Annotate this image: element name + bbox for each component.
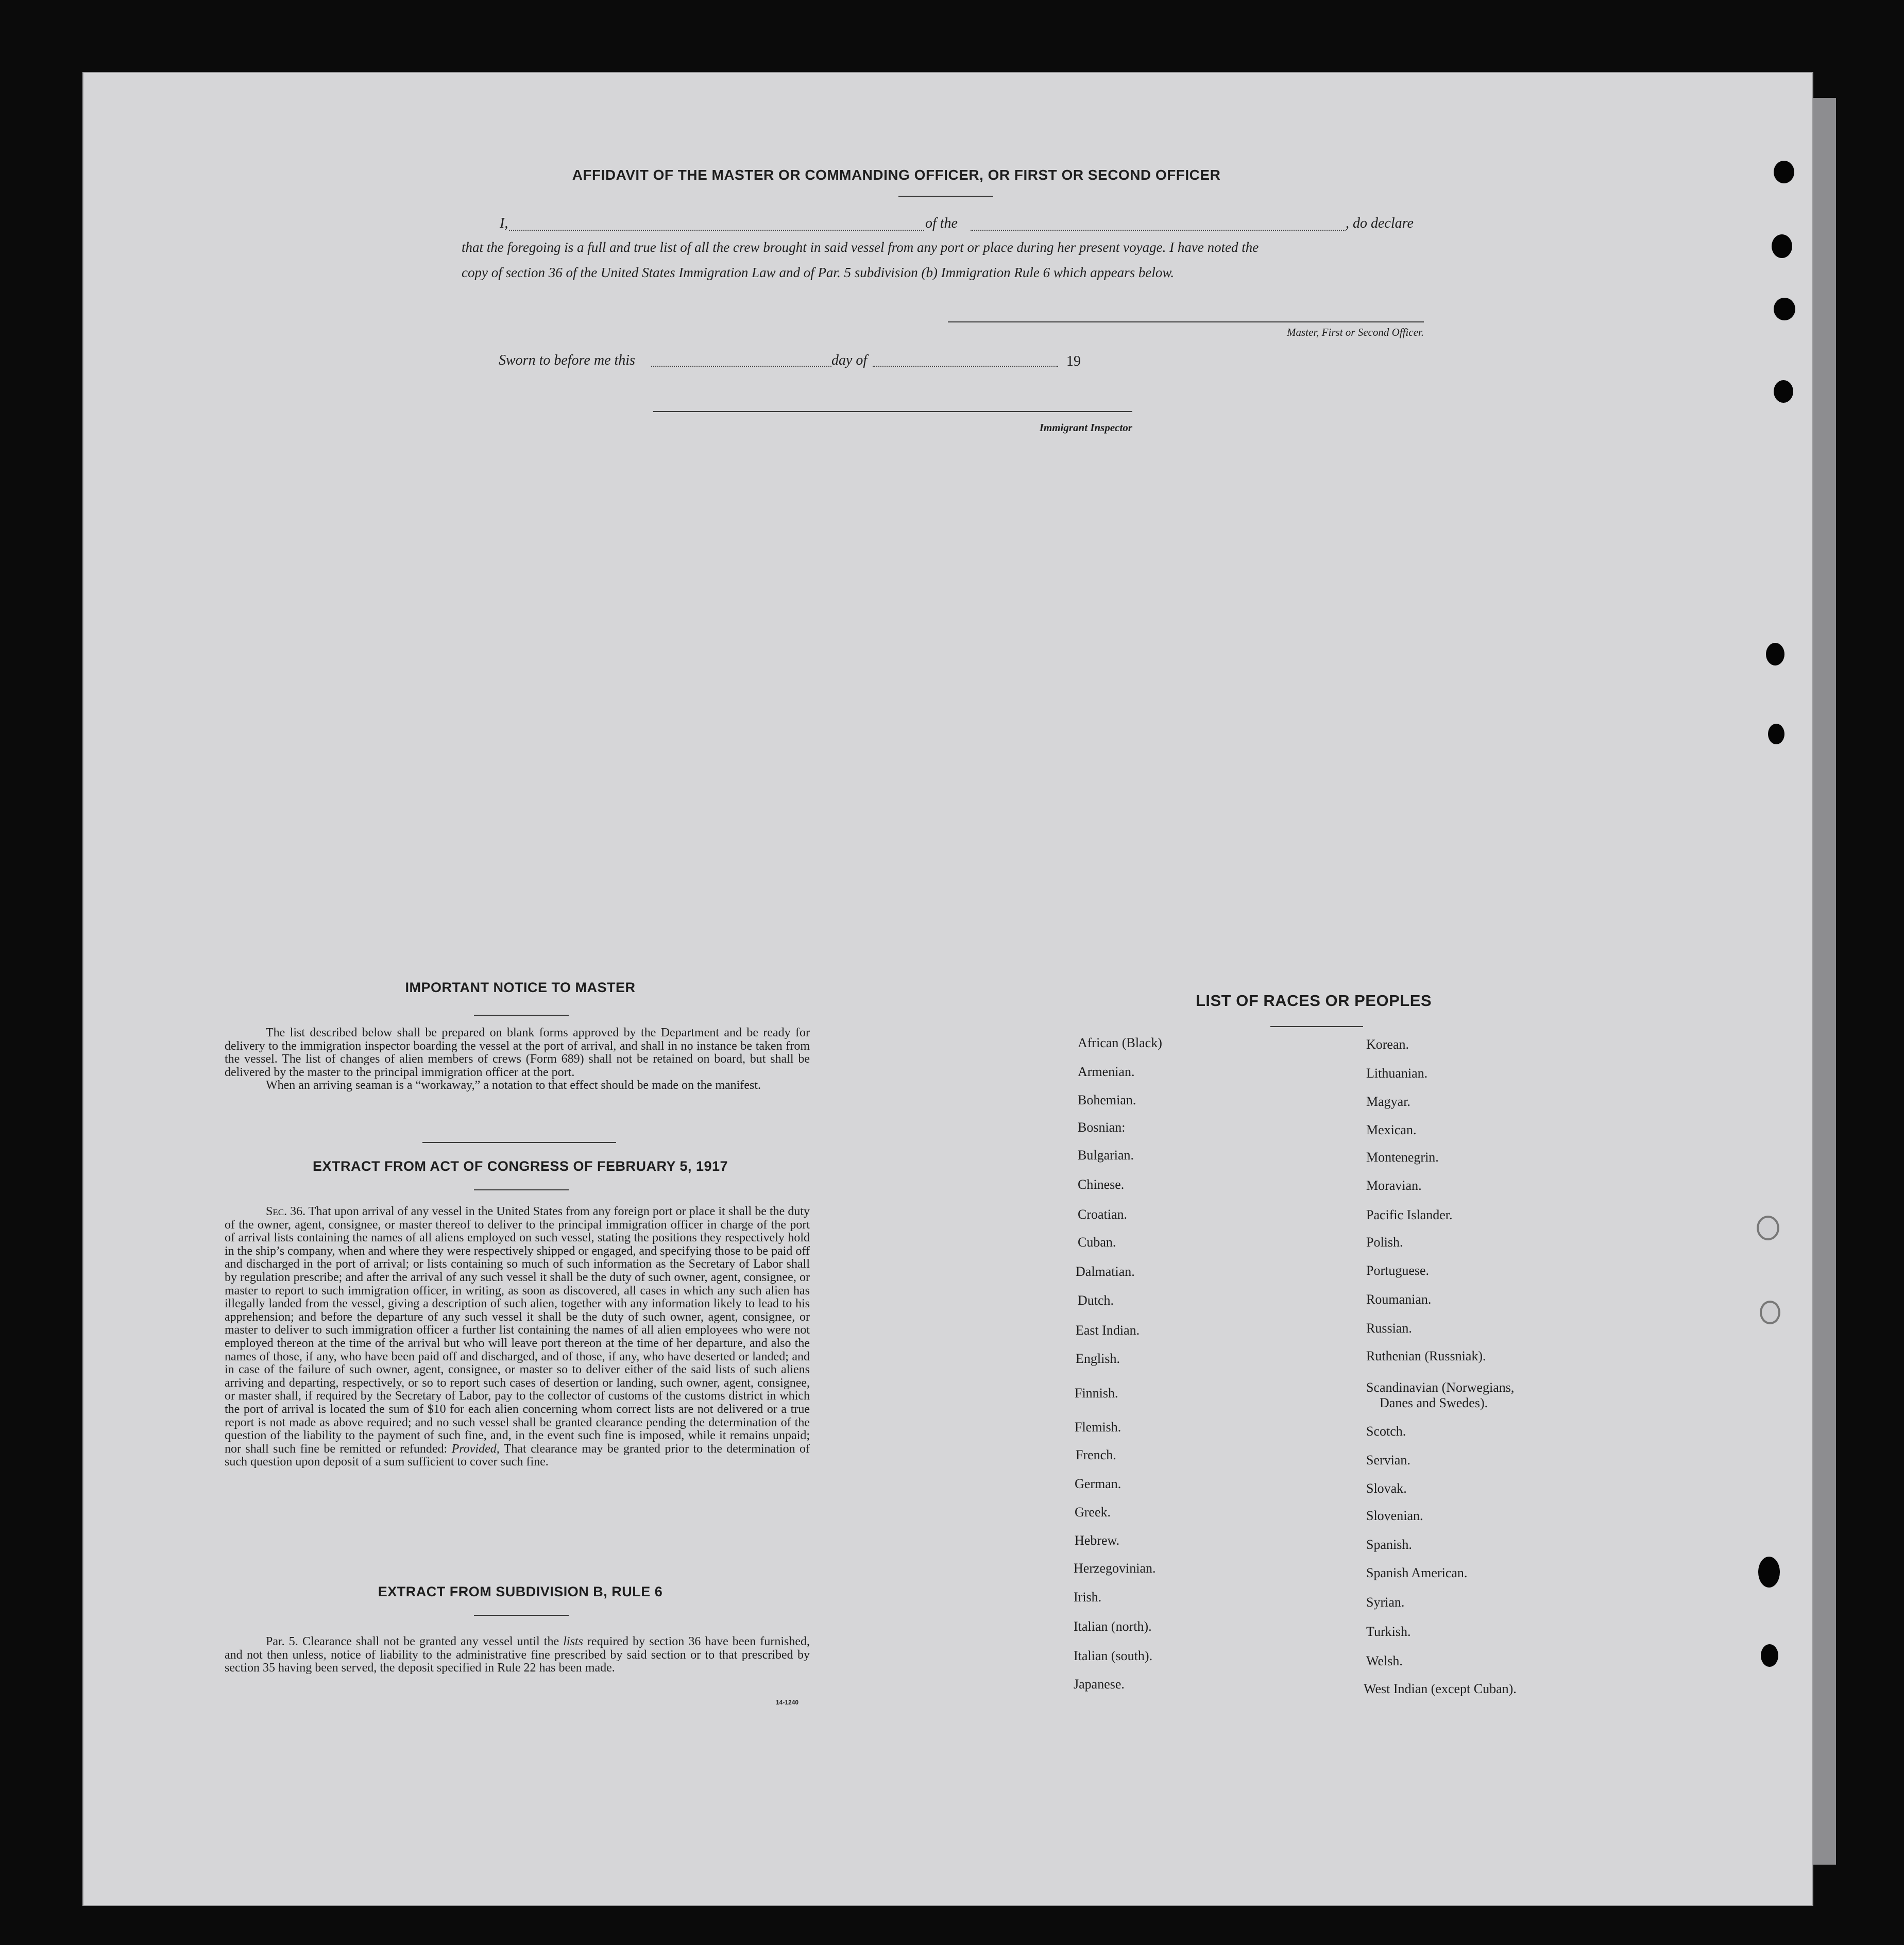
race-item: French.: [1076, 1447, 1116, 1462]
race-item: Dutch.: [1078, 1293, 1114, 1308]
act-divider: [474, 1189, 569, 1190]
race-item: Slovak.: [1366, 1481, 1407, 1496]
race-item: Japanese.: [1074, 1677, 1125, 1692]
race-item: German.: [1075, 1476, 1121, 1491]
race-item: Ruthenian (Russniak).: [1366, 1349, 1486, 1363]
name-field[interactable]: [509, 230, 924, 231]
act-text: That upon arrival of any vessel in the United States from any foreign port or place it shall be the duty of the owner, agent, consignee, or master thereof to deliver to the principal immigration officer in charge of the port of arrival lists containing the names of all aliens employed on such vessel, stating the positions they respectively hold in the ship’s company, when and where they were respectively shipped or engaged, and specifying those to be paid off and discharged in the port of arrival; or lists containing so much of such information as the Secretary of Labor shall by regulation prescribe; and after the arrival of any such vessel it shall be the duty of such owner, agent, consignee, or master to report to such immigration officer, in writing, as soon as discovered, all cases in which any such alien has illegally landed from the vessel, giving a description of such alien, together with any information likely to lead to his apprehension; and before the departure of any such vessel it shall be the duty of such owner, agent, consignee, or master to deliver to such immigration officer a further list containing the names of all alien employees who were not employed thereon at the time of the arrival but who will leave port thereon at the time of her departure, and also the names of those, if any, who have been paid off and discharged, and of those, if any, who have deserted or landed; and in case of the failure of such owner, agent, consignee, or master so to deliver either of the said lists of such aliens arriving and departing, respectively, or so to report such cases of desertion or landing, such owner, agent, consignee, or master shall, if required by the Secretary of Labor, pay to the collector of customs of the customs district in which the port of arrival is located the sum of $10 for each alien concerning whom correct lists are not delivered or a true report is not made as above required; and no such vessel shall be granted clearance pending the determination of the question of the liability to the payment of such fine, and, in the event such fine is imposed, while it remains unpaid; nor shall such fine be remitted or refunded:: [225, 1205, 810, 1456]
race-item: Portuguese.: [1366, 1263, 1430, 1278]
act-extract-body: [225, 1205, 810, 1469]
notice-paragraph: When an arriving seaman is a “workaway,” a notation to that effect should be made on the manifest.: [266, 1079, 761, 1093]
act-text-end: That clearance may be granted prior to the determination of such question upon deposit of a sum sufficient to cover such fine.: [225, 1442, 810, 1469]
race-item: Flemish.: [1075, 1420, 1121, 1435]
affidavit-declare-label: , do declare: [1346, 215, 1414, 231]
race-item: Danes and Swedes).: [1380, 1395, 1488, 1410]
rule-text-end: required by section 36 have been furnished, and not then unless, notice of liability to the administrative fine prescribed by said section or to that prescribed by section 35 having been served, the deposit specified in Rule 22 has been made.: [225, 1635, 810, 1675]
inspector-signature-line[interactable]: [653, 411, 1132, 412]
races-divider: [1270, 1026, 1363, 1027]
provided-word: Provided,: [451, 1442, 500, 1456]
race-item: Italian (north).: [1074, 1619, 1152, 1634]
race-item: Finnish.: [1075, 1386, 1118, 1401]
year-label: 19: [1066, 353, 1081, 369]
affidavit-statement-line: copy of section 36 of the United States Immigration Law and of Par. 5 subdivision (b) Immigration Rule 6 which appears below.: [462, 265, 1175, 280]
binder-hole: [1758, 1557, 1780, 1588]
race-item: Polish.: [1366, 1235, 1403, 1250]
lists-word: lists: [563, 1635, 583, 1648]
affidavit-of-the-label: of the: [925, 215, 958, 231]
race-item: Hebrew.: [1075, 1533, 1120, 1548]
race-item: Roumanian.: [1366, 1292, 1432, 1307]
race-item: Russian.: [1366, 1321, 1412, 1336]
affidavit-i-label: I,: [500, 215, 508, 231]
race-item: Scotch.: [1366, 1424, 1406, 1439]
race-item: Armenian.: [1078, 1064, 1135, 1079]
race-item: East Indian.: [1076, 1323, 1140, 1338]
race-item: Magyar.: [1366, 1094, 1410, 1109]
rule-divider: [474, 1615, 569, 1616]
race-item: Korean.: [1366, 1037, 1409, 1052]
race-item: Dalmatian.: [1076, 1264, 1135, 1279]
race-item: Spanish American.: [1366, 1565, 1468, 1580]
race-item: Greek.: [1075, 1505, 1111, 1520]
sworn-month-field[interactable]: [873, 366, 1058, 367]
race-item: Italian (south).: [1074, 1648, 1153, 1663]
race-item: English.: [1076, 1351, 1120, 1366]
notice-body: [225, 1027, 810, 1093]
binder-hole: [1774, 298, 1795, 320]
binder-hole: [1772, 234, 1792, 258]
notice-paragraph: The list described below shall be prepared on blank forms approved by the Department and be ready for delivery to the immigration inspector boarding the vessel at the port of arrival, and shall in no instance be taken from the vessel. The list of changes of alien members of crews (Form 689) shall not be retained on board, but shall be delivered by the master to the principal immigration officer at the port.: [225, 1026, 810, 1079]
race-item: Syrian.: [1366, 1595, 1405, 1610]
race-item: Croatian.: [1078, 1207, 1128, 1222]
binder-hole: [1774, 380, 1793, 403]
affidavit-title: AFFIDAVIT OF THE MASTER OR COMMANDING OFFICER, OR FIRST OR SECOND OFFICER: [572, 167, 1221, 183]
day-of-label: day of: [831, 352, 868, 368]
binder-hole: [1774, 161, 1794, 183]
race-item: African (Black): [1078, 1035, 1162, 1050]
race-item: Montenegrin.: [1366, 1150, 1439, 1165]
race-item: Lithuanian.: [1366, 1066, 1428, 1081]
binder-hole: [1761, 1644, 1778, 1667]
race-item: Spanish.: [1366, 1537, 1412, 1552]
race-item: Mexican.: [1366, 1122, 1417, 1137]
race-item: Pacific Islander.: [1366, 1207, 1453, 1222]
title-divider: [898, 196, 993, 197]
form-number: 14-1240: [776, 1699, 799, 1706]
race-item: Bulgarian.: [1078, 1148, 1134, 1163]
sworn-label: Sworn to before me this: [499, 352, 635, 368]
binder-hole: [1768, 724, 1784, 744]
race-item: Scandinavian (Norwegians,: [1366, 1380, 1515, 1395]
race-item: Slovenian.: [1366, 1508, 1423, 1523]
race-item: Turkish.: [1366, 1624, 1411, 1639]
race-item: Servian.: [1366, 1453, 1410, 1468]
binder-hole: [1766, 643, 1784, 666]
rule-extract-title: EXTRACT FROM SUBDIVISION B, RULE 6: [378, 1584, 663, 1599]
race-item: Irish.: [1074, 1590, 1102, 1605]
race-item: West Indian (except Cuban).: [1364, 1681, 1517, 1696]
rule-text: Par. 5. Clearance shall not be granted any vessel until the: [266, 1635, 564, 1648]
master-signature-line[interactable]: [948, 321, 1424, 322]
rule-extract-body: [225, 1635, 810, 1675]
page-edge: [1813, 98, 1836, 1865]
section-divider: [422, 1142, 616, 1143]
race-item: Bosnian:: [1078, 1120, 1126, 1135]
master-signature-label: Master, First or Second Officer.: [1287, 326, 1424, 338]
race-item: Welsh.: [1366, 1653, 1403, 1668]
races-title: LIST OF RACES OR PEOPLES: [1195, 992, 1432, 1010]
race-item: Cuban.: [1078, 1235, 1116, 1250]
race-item: Moravian.: [1366, 1178, 1422, 1193]
section-label: Sec. 36.: [266, 1205, 306, 1218]
race-item: Bohemian.: [1078, 1093, 1136, 1107]
sworn-day-field[interactable]: [651, 366, 831, 367]
race-item: Herzegovinian.: [1074, 1561, 1156, 1576]
binder-hole-reinforcement: [1760, 1301, 1780, 1324]
notice-title: IMPORTANT NOTICE TO MASTER: [405, 980, 636, 995]
affidavit-statement-line: that the foregoing is a full and true list of all the crew brought in said vessel from any port or place during her present voyage. I have noted the: [462, 240, 1259, 255]
vessel-field[interactable]: [971, 230, 1346, 231]
race-item: Chinese.: [1078, 1177, 1125, 1192]
act-extract-title: EXTRACT FROM ACT OF CONGRESS OF FEBRUARY 5, 1917: [312, 1158, 728, 1174]
binder-hole-reinforcement: [1757, 1216, 1779, 1240]
inspector-label: Immigrant Inspector: [1039, 421, 1132, 434]
notice-divider: [474, 1015, 569, 1016]
